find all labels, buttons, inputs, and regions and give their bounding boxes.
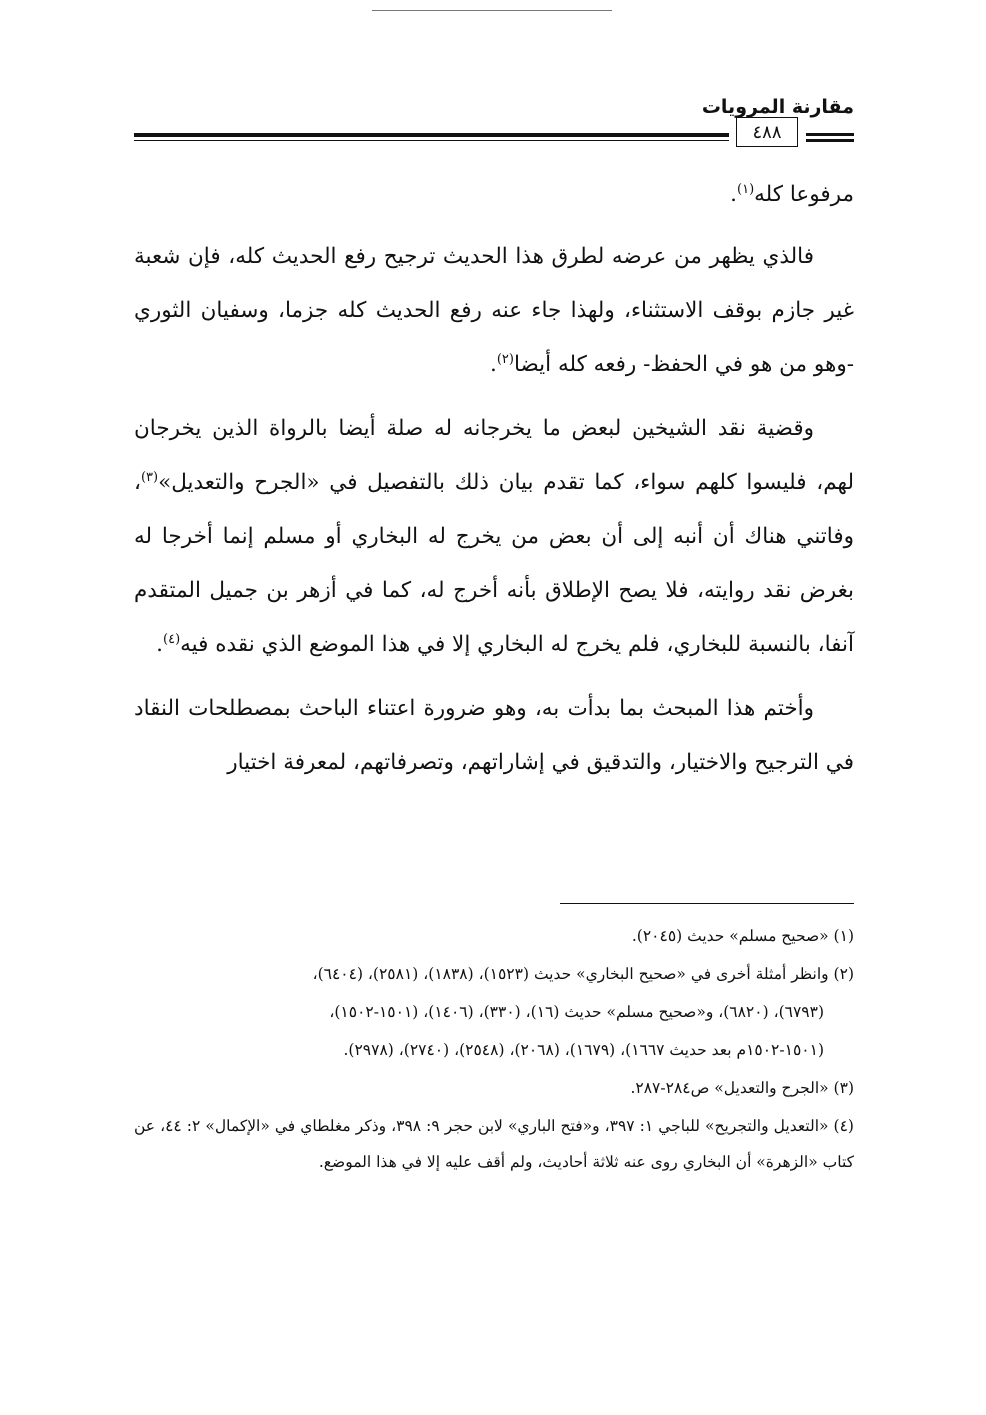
paragraph-2-text-1: وقضية نقد الشيخين لبعض ما يخرجانه له صلة أيضا بالرواة الذين يخرجان لهم، فليسوا كلهم سواء، كما تقدم بيان ذلك بالتفصيل في «الجرح والتعديل»	[134, 416, 854, 495]
footnote-ref-4: (٤)	[163, 631, 181, 647]
header-rule-right	[806, 133, 854, 142]
paragraph-1-end: .	[490, 352, 497, 377]
paragraph-2	[134, 402, 854, 672]
footnote-2-cont-2: (١٥٠١-١٥٠٢م بعد حديث ١٦٦٧)، (١٦٧٩)، (٢٠٦٨)، (٢٥٤٨)، (٢٧٤٠)، (٢٩٧٨).	[343, 1041, 824, 1059]
footnote-2-cont-1: (٦٧٩٣)، (٦٨٢٠)، و«صحيح مسلم» حديث (١٦)، (٣٣٠)، (١٤٠٦)، (١٥٠١-١٥٠٢)،	[329, 1003, 824, 1021]
paragraph-0-text: مرفوعا كله	[754, 182, 854, 207]
paragraph-0	[134, 168, 854, 222]
paragraph-3-text: وأختم هذا المبحث بما بدأت به، وهو ضرورة اعتناء الباحث بمصطلحات النقاد في الترجيح والاختيار، والتدقيق في إشاراتهم، وتصرفاتهم، لمعرفة اختيار	[134, 696, 854, 775]
footnote-separator	[560, 903, 854, 904]
paragraph-2-text-2: ، وفاتني هناك أن أنبه إلى أن بعض من يخرج له البخاري أو مسلم إنما أخرجا له بغرض نقد روايته، فلا يصح الإطلاق بأنه أخرج له، كما في أزهر بن جميل المتقدم آنفا، بالنسبة للبخاري، فلم يخرج له البخاري إلا في هذا الموضع الذي نقده فيه	[134, 470, 854, 657]
footnote-ref-1: (١)	[737, 181, 755, 197]
paragraph-2-end: .	[156, 632, 164, 657]
footnote-3: (٣) «الجرح والتعديل» ص٢٨٤-٢٨٧.	[630, 1079, 854, 1097]
paragraph-1	[134, 230, 854, 392]
footnotes	[134, 918, 854, 1182]
running-title: مقارنة المرويات	[701, 96, 854, 118]
paragraph-1-text: فالذي يظهر من عرضه لطرق هذا الحديث ترجيح رفع الحديث كله، فإن شعبة غير جازم بوقف الاستثناء، ولهذا جاء عنه رفع الحديث كله جزما، وسفيان الثوري -وهو من هو في الحفظ- رفعه كله أيضا	[134, 244, 854, 377]
page-number: ٤٨٨	[736, 117, 798, 147]
main-text	[134, 168, 854, 800]
paragraph-0-end: .	[730, 182, 737, 207]
footnote-4: (٤) «التعديل والتجريح» للباجي ١: ٣٩٧، و«فتح الباري» لابن حجر ٩: ٣٩٨، وذكر مغلطاي في «الإكمال» ٢: ٤٤، عن كتاب «الزهرة» أن البخاري روى عنه ثلاثة أحاديث، ولم أقف عليه إلا في هذا الموضع.	[134, 1117, 854, 1171]
footnote-ref-2: (٢)	[496, 351, 514, 367]
header-rule	[134, 133, 729, 141]
top-page-rule	[372, 10, 612, 11]
footnote-2: (٢) وانظر أمثلة أخرى في «صحيح البخاري» حديث (١٥٢٣)، (١٨٣٨)، (٢٥٨١)، (٦٤٠٤)،	[312, 965, 854, 983]
paragraph-3	[134, 682, 854, 790]
footnote-ref-3: (٣)	[140, 469, 159, 485]
footnote-1: (١) «صحيح مسلم» حديث (٢٠٤٥).	[631, 927, 854, 945]
page-header	[134, 96, 854, 156]
